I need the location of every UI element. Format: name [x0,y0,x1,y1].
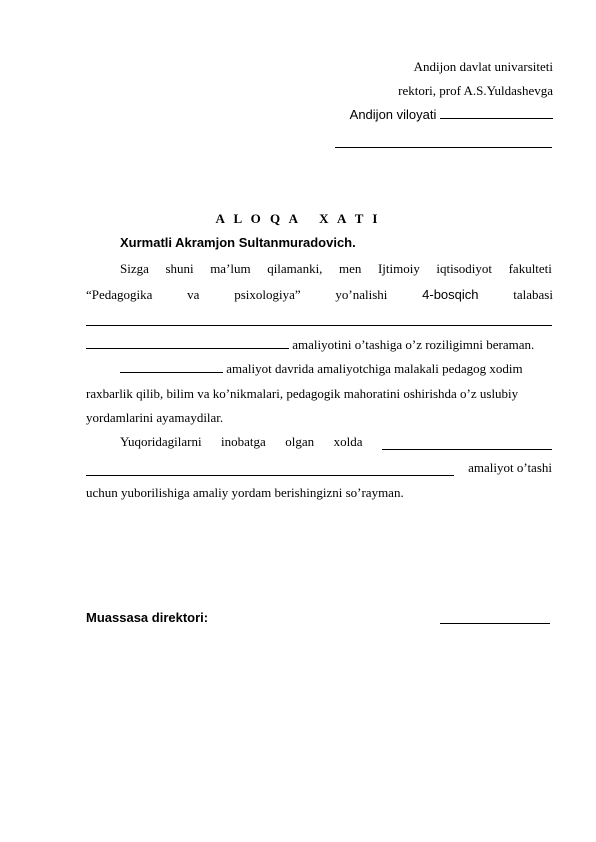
word: Yuqoridagilarni [120,434,202,449]
word: va [187,287,200,302]
signature-blank-line [440,623,550,624]
word: yo’nalishi [335,287,388,302]
para3-line2-text: amaliyot o’tashi [468,460,552,475]
para3-line3: uchun yuborilishiga amaliy yordam berishingizni so’rayman. [86,485,404,500]
recipient-university: Andijon davlat univarsiteti [413,59,553,74]
para1-line4 [86,337,534,353]
practice-place-blank-field [86,337,289,349]
para2-line2: raxbarlik qilib, bilim va ko’nikmalari, pedagogik mahoratini oshirishda o’z uslubiy [86,386,519,401]
region-blank-field [440,107,553,119]
word: shuni [165,261,194,276]
recipient-rector: rektori, prof A.S.Yuldashevga [398,83,553,98]
word: iqtisodiyot [436,261,493,276]
student-name-blank-line [86,325,552,326]
para3-blank-field [382,438,552,450]
recipient-region-label: Andijon viloyati [349,107,437,122]
para1-line1 [120,261,552,277]
word: 4-bosqich [422,287,479,302]
word: Ijtimoiy [377,261,420,276]
word: Sizga [120,261,149,276]
para3-line1 [120,434,552,450]
word: men [339,261,362,276]
word: “Pedagogika [86,287,153,302]
greeting: Xurmatli Akramjon Sultanmuradovich. [120,235,356,250]
para2-line1-text: amaliyot davrida amaliyotchiga malakali pedagog xodim [226,361,523,376]
signature-label: Muassasa direktori: [86,610,209,625]
para2-line1 [120,361,523,377]
word: olgan [285,434,315,449]
recipient-region [350,107,553,123]
word: inobatga [221,434,266,449]
institution-blank-field [120,361,223,373]
word: psixologiya” [234,287,301,302]
para1-line4-text: amaliyotini o’tashiga o’z roziligimni beraman. [292,337,535,352]
word: xolda [333,434,363,449]
para1-line2 [86,287,553,303]
word: qilamanki, [267,261,323,276]
word: fakulteti [508,261,552,276]
recipient-blank-line [335,147,552,148]
word: ma’lum [210,261,251,276]
letter-title: A L O Q A X A T I [215,211,381,226]
para3-blank-line [86,464,454,476]
para3-line2 [86,460,552,476]
para2-line3: yordamlarini ayamaydilar. [86,410,224,425]
word: talabasi [513,287,553,302]
